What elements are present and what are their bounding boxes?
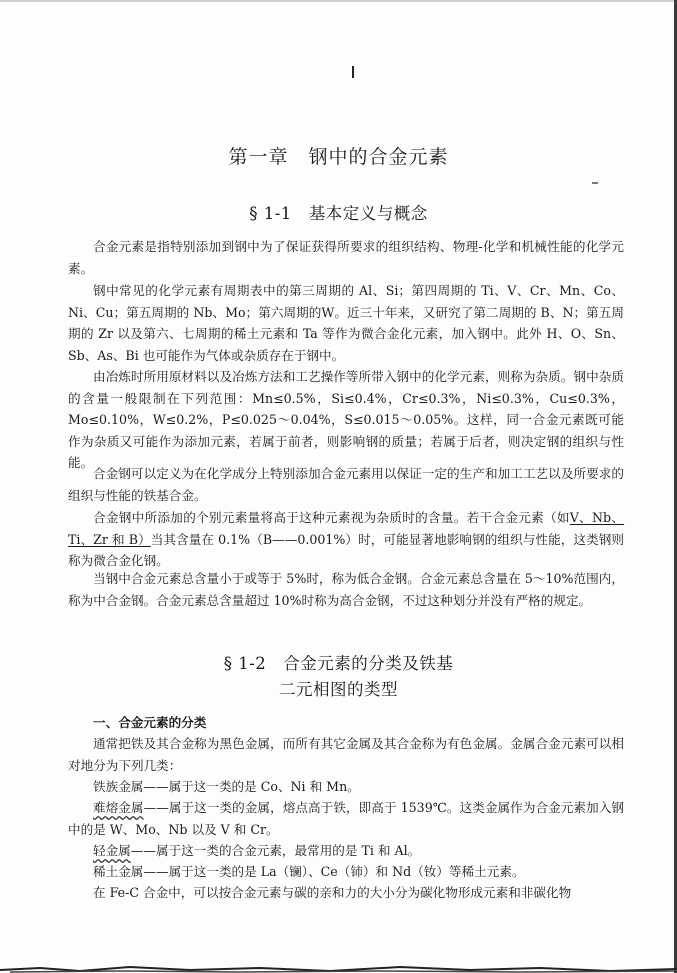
paragraph-text: ——属于这一类的金属，熔点高于铁，即高于 1539℃。这类金属作为合金元素加入钢中的是 W、Mo、Nb 以及 V 和 Cr。 (68, 800, 624, 837)
underlined-elements: V、Nb、Ti、Zr 和 B） (68, 510, 625, 547)
paragraph: 当钢中合金元素总含量小于或等于 5%时，称为低合金钢。合金元素总含量在 5～10%范围内，称为中合金钢。合金元素总含量超过 10%时称为高合金钢，不过这种划分并没有严格的规定。 (68, 571, 624, 608)
paragraph (68, 797, 624, 840)
paragraph-text: 当其含量在 0.1%（B——0.001%）时，可能显著地影响钢的组织与性能，这类钢则称为微合金化钢。 (68, 531, 624, 569)
paragraph: 在 Fe-C 合金中，可以按合金元素与碳的亲和力的大小分为碳化物形成元素和非碳化物 (93, 885, 572, 900)
wavy-underlined-term: 轻金属 (93, 843, 131, 858)
paragraph: 合金元素是指特别添加到钢中为了保证获得所要求的组织结构、物理-化学和机械性能的化学元素。 (68, 239, 624, 276)
paragraph: 通常把铁及其合金称为黑色金属，而所有其它金属及其合金称为有色金属。金属合金元素可以相对地分为下列几类： (68, 736, 624, 773)
wavy-underlined-term: 难熔金属 (93, 800, 144, 815)
paragraph: 钢中常见的化学元素有周期表中的第三周期的 Al、Si；第四周期的 Ti、V、Cr、Mn、Co、Ni、Cu；第五周期的 Nb、Mo；第六周期的W。近三十年来，又研究了第二周期的 B、N；第五周期的 Zr 以及第六、七周期的稀土元素和 Ta 等作为微合金化元素，加入钢中。此外 H、O、Sn、Sb、As、Bi 也可能作为气体或杂质存在于钢中。 (68, 283, 624, 363)
paragraph-text: 合金钢中所添加的个别元素量将高于这种元素视为杂质时的含量。若干合金元素（如 (93, 510, 570, 525)
paragraph: 稀土金属——属于这一类的是 La（镧）、Ce（铈）和 Nd（钕）等稀土元素。 (93, 864, 525, 879)
section-title-1-1: § 1-1 基本定义与概念 (249, 204, 428, 223)
scan-top-edge (0, 0, 677, 2)
scan-mark (352, 66, 354, 78)
scan-mark (592, 182, 598, 184)
section-title-1-2-line2: 二元相图的类型 (279, 680, 398, 699)
chapter-title: 第一章 钢中的合金元素 (228, 146, 449, 168)
paragraph: 由冶炼时所用原材料以及冶炼方法和工艺操作等所带入钢中的化学元素，则称为杂质。钢中杂质的含量一般限制在下列范围：Mn≤0.5%，Si≤0.4%，Cr≤0.3%，Ni≤0.3%，Cu≤0.3%，Mo≤0.10%，W≤0.2%，P≤0.025～0.04%，S≤0.015～0.05%。这样，同一合金元素既可能作为杂质又可能作为添加元素，若属于前者，则影响钢的质量；若属于后者，则决定钢的组织与性能。 (68, 369, 624, 471)
subsection-heading: 一、合金元素的分类 (93, 715, 207, 730)
section-title-1-2-line1: § 1-2 合金元素的分类及铁基 (223, 654, 454, 673)
paragraph: 合金钢可以定义为在化学成分上特别添加合金元素用以保证一定的生产和加工工艺以及所要求的组织与性能的铁基合金。 (68, 466, 624, 503)
paragraph: 铁族金属——属于这一类的是 Co、Ni 和 Mn。 (93, 779, 360, 794)
scan-bottom-noise (0, 959, 677, 973)
paragraph (68, 840, 624, 862)
paragraph (68, 507, 624, 572)
paragraph-text: ——属于这一类的合金元素，最常用的是 Ti 和 Al。 (130, 843, 421, 858)
